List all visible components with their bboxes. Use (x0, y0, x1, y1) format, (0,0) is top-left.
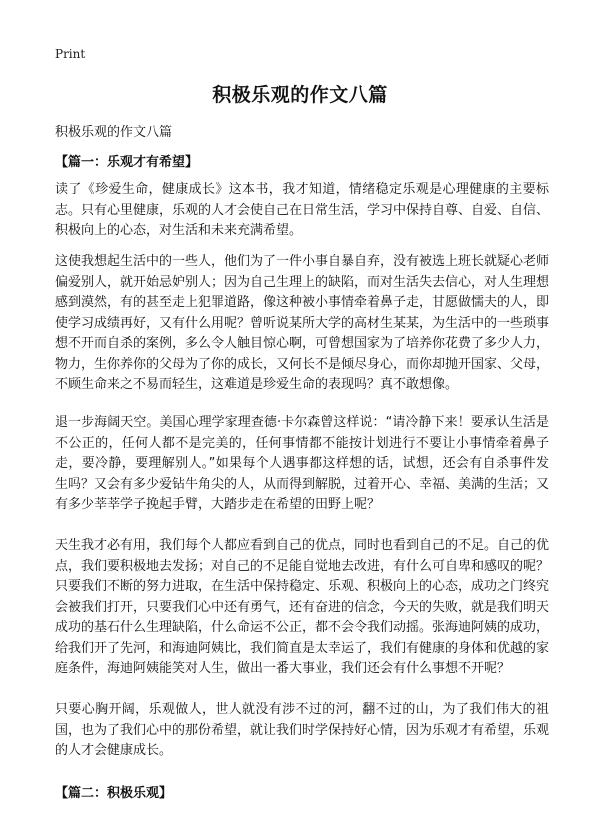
paragraph-2: 这使我想起生活中的一些人，他们为了一件小事自暴自弃，没有被选上班长就疑心老师偏爱别人，就开始忌妒别人；因为自己生理上的缺陷，而对生活失去信心，对人生理想感到漠然，有的甚至走上犯罪道路，像这种被小事情牵着鼻子走，甘愿做懦夫的人，即使学习成绩再好，又有什么用呢？曾听说某所大学的高材生某某，为生活中的一些琐事想不开而自杀的案例，多么令人触目惊心啊，可曾想国家为了培养你花费了多少人力，物力，生你养你的父母为了你的成长，又何长不是倾尽身心，而你却抛开国家、父母，不顾生命来之不易而轻生，这难道是珍爱生命的表现吗？真不敢想像。 (55, 254, 550, 392)
paragraph-1: 读了《珍爱生命，健康成长》这本书，我才知道，情绪稳定乐观是心理健康的主要标志。只有心里健康，乐观的人才会使自己在日常生活，学习中保持自尊、自爱、自信、积极向上的心态，对生活和未来充满希望。 (55, 182, 550, 238)
paragraph-3: 退一步海阔天空。美国心理学家理查德·卡尔森曾这样说：“请冷静下来！要承认生活是不公正的，任何人都不是完美的，任何事情都不能按计划进行不要让小事情牵着鼻子走，要冷静，要理解别人。”如果每个人遇事都这样想的话，试想，还会有自杀事件发生吗？又会有多少爱钻牛角尖的人，从而得到解脱，过着开心、幸福、美满的生活；又有多少莘莘学子挽起手臂，大踏步走在希望的田野上呢？ (55, 415, 550, 512)
document-title: 积极乐观的作文八篇 (212, 84, 388, 106)
section-heading-2: 【篇二：积极乐观】 (55, 786, 173, 801)
print-label: Print (55, 47, 86, 61)
document-subtitle: 积极乐观的作文八篇 (55, 125, 173, 140)
paragraph-4: 天生我才必有用，我们每个人都应看到自己的优点，同时也看到自己的不足。自己的优点，我们要积极地去发扬；对自己的不足能自觉地去改进，有什么可自卑和感叹的呢？只要我们不断的努力进取，在生活中保持稳定、乐观、积极向上的心态，成功之门终究会被我们打开，只要我们心中还有勇气，还有奋进的信念，今天的失败，就是我们明天成功的基石什么生理缺陷，什么命运不公正，都不会令我们动摇。张海迪阿姨的成功，给我们开了先河，和海迪阿姨比，我们简直是太幸运了，我们有健康的身体和优越的家庭条件，海迪阿姨能笑对人生，做出一番大事业，我们还会有什么事想不开呢？ (55, 538, 550, 676)
section-heading-1: 【篇一：乐观才有希望】 (55, 155, 199, 170)
paragraph-5: 只要心胸开阔，乐观做人，世人就没有涉不过的河，翻不过的山，为了我们伟大的祖国，也为了我们心中的那份希望，就让我们时学保持好心情，因为乐观才有希望，乐观的人才会健康成长。 (55, 702, 550, 758)
